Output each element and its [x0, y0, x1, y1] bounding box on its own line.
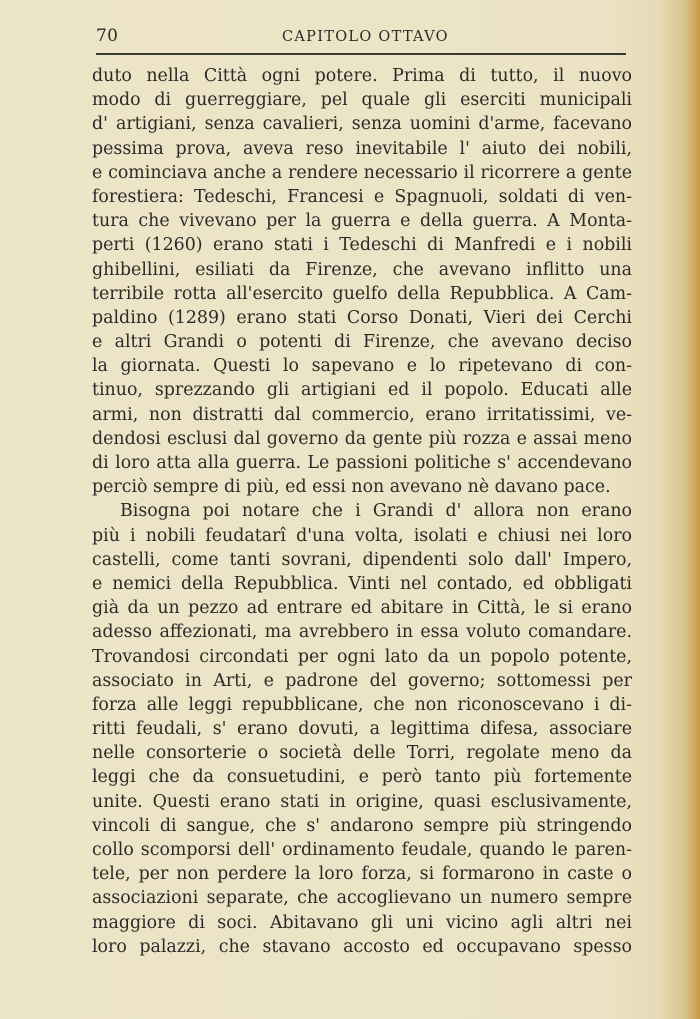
text-line: e cominciava anche a rendere necessario il ricorrere a gente [92, 162, 632, 183]
page-number: 70 [96, 26, 119, 46]
text-line: perciò sempre di più, ed essi non avevano nè davano pace. [92, 477, 611, 498]
text-line: la giornata. Questi lo sapevano e lo ripetevano di con- [92, 356, 632, 377]
text-line: modo di guerreggiare, pel quale gli eserciti municipali [92, 90, 632, 111]
body-text [92, 64, 632, 959]
text-line: Bisogna poi notare che i Grandi d' allora non erano [120, 501, 632, 522]
text-line: Trovandosi circondati per ogni lato da un popolo potente, [92, 646, 632, 667]
text-line: pessima prova, aveva reso inevitabile l' aiuto dei nobili, [92, 138, 632, 159]
text-line: forestiera: Tedeschi, Francesi e Spagnuoli, soldati di ven- [92, 186, 632, 207]
text-line: già da un pezzo ad entrare ed abitare in Città, le si erano [92, 598, 632, 619]
text-line: adesso affezionati, ma avrebbero in essa voluto comandare. [92, 622, 632, 643]
text-line: nelle consorterie o società delle Torri, regolate meno da [92, 743, 632, 764]
text-line: unite. Questi erano stati in origine, quasi esclusivamente, [92, 791, 632, 812]
text-line: tele, per non perdere la loro forza, si formarono in caste o [92, 864, 632, 885]
text-line: duto nella Città ogni potere. Prima di tutto, il nuovo [92, 66, 632, 86]
text-line: tura che vivevano per la guerra e della guerra. A Monta- [92, 211, 632, 232]
text-line: maggiore di soci. Abitavano gli uni vicino agli altri nei [92, 912, 632, 933]
text-line: paldino (1289) erano stati Corso Donati, Vieri dei Cerchi [92, 307, 632, 328]
text-line: ghibellini, esiliati da Firenze, che avevano inflitto una [92, 259, 632, 280]
text-line: vincoli di sangue, che s' andarono sempre più stringendo [92, 815, 632, 836]
text-line: ritti feudali, s' erano dovuti, a legittima difesa, associare [92, 719, 632, 740]
text-line: collo scomporsi dell' ordinamento feudale, quando le paren- [92, 840, 632, 860]
text-line: forza alle leggi repubblicane, che non riconoscevano i di- [92, 694, 632, 715]
header-rule [96, 53, 626, 55]
text-line: più i nobili feudatarî d'una volta, isolati e chiusi nei loro [92, 525, 632, 546]
text-line: loro palazzi, che stavano accosto ed occupavano spesso [92, 936, 632, 957]
text-line: leggi che da consuetudini, e però tanto più fortemente [92, 767, 632, 788]
text-line: armi, non distratti dal commercio, erano irritatissimi, ve- [92, 404, 632, 425]
running-head: CAPITOLO OTTAVO [282, 29, 449, 45]
text-line: perti (1260) erano stati i Tedeschi di Manfredi e i nobili [92, 235, 632, 256]
text-line: associato in Arti, e padrone del governo; sottomessi per [92, 670, 632, 691]
text-line: dendosi esclusi dal governo da gente più rozza e assai meno [92, 428, 632, 449]
text-line: di loro atta alla guerra. Le passioni politiche s' accendevano [92, 453, 632, 473]
text-line: e altri Grandi o potenti di Firenze, che avevano deciso [92, 332, 632, 353]
text-line: d' artigiani, senza cavalieri, senza uomini d'arme, facevano [92, 114, 632, 135]
text-line: castelli, come tanti sovrani, dipendenti solo dall' Impero, [92, 549, 632, 570]
text-line: terribile rotta all'esercito guelfo della Repubblica. A Cam- [92, 283, 632, 304]
text-line: tinuo, sprezzando gli artigiani ed il popolo. Educati alle [92, 380, 632, 401]
text-line: associazioni separate, che accoglievano un numero sempre [92, 888, 632, 909]
page-header [96, 26, 626, 50]
text-line: e nemici della Repubblica. Vinti nel contado, ed obbligati [92, 573, 632, 594]
